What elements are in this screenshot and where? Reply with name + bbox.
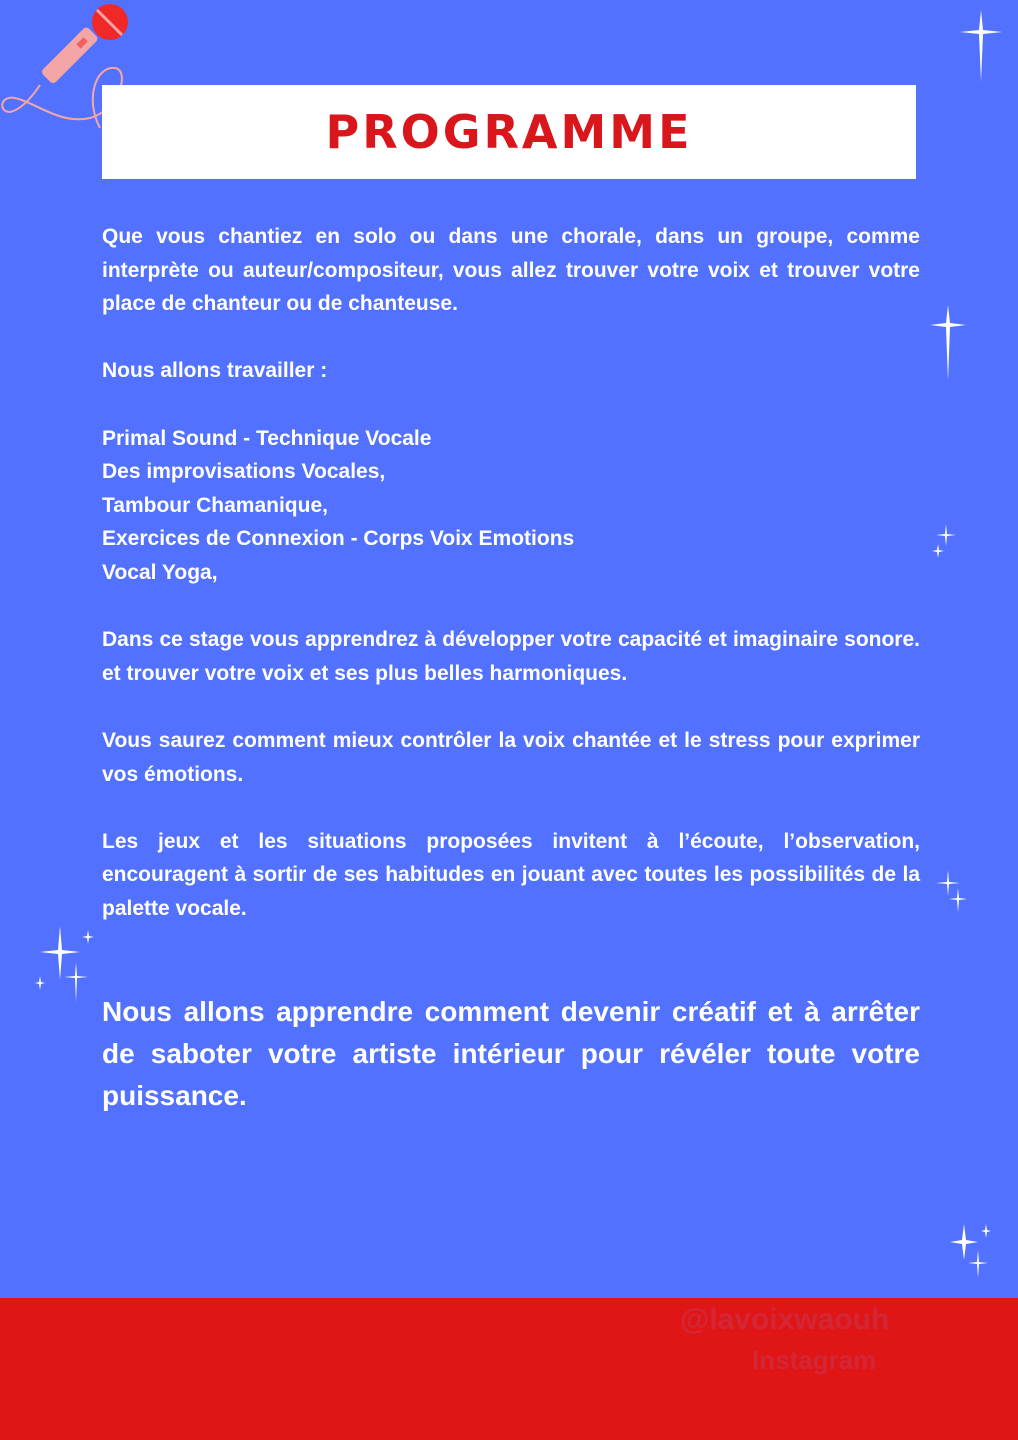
stress-paragraph: Vous saurez comment mieux contrôler la voix chantée et le stress pour exprimer vos émotions. <box>102 728 920 786</box>
list-item: Tambour Chamanique, <box>102 493 328 517</box>
list-item: Des improvisations Vocales, <box>102 460 386 484</box>
intro-paragraph: Que vous chantiez en solo ou dans une chorale, dans un groupe, comme interprète ou auteur/compositeur, vous allez trouver votre voix et trouver votre place de chanteur ou de chanteuse. <box>102 225 920 316</box>
sparkle-icon <box>928 305 968 381</box>
work-heading: Nous allons travailler : <box>102 359 328 383</box>
page-title: PROGRAMME <box>325 105 693 159</box>
sparkles-icon <box>932 866 972 916</box>
program-body <box>102 220 920 1117</box>
instagram-label: Instagram <box>752 1345 877 1375</box>
sparkles-icon <box>30 922 96 1006</box>
instagram-handle: @lavoixwaouh <box>680 1303 890 1336</box>
work-list <box>102 422 920 590</box>
closing-statement: Nous allons apprendre comment devenir créatif et à arrêter de saboter votre artiste intérieur pour révéler toute votre puissance. <box>102 996 920 1112</box>
sparkles-icon <box>944 1220 994 1280</box>
games-paragraph: Les jeux et les situations proposées invitent à l’écoute, l’observation, encouragent à sortir de ses habitudes en jouant avec toutes les possibilités de la palette vocale. <box>102 829 920 920</box>
title-banner <box>102 85 916 179</box>
list-item: Primal Sound - Technique Vocale <box>102 426 432 450</box>
sparkles-icon <box>928 520 962 560</box>
list-item: Exercices de Connexion - Corps Voix Emotions <box>102 527 575 551</box>
list-item: Vocal Yoga, <box>102 560 218 584</box>
sparkle-icon <box>958 10 1004 82</box>
stage-paragraph: Dans ce stage vous apprendrez à développer votre capacité et imaginaire sonore. et trouver votre voix et ses plus belles harmoniques. <box>102 628 920 685</box>
